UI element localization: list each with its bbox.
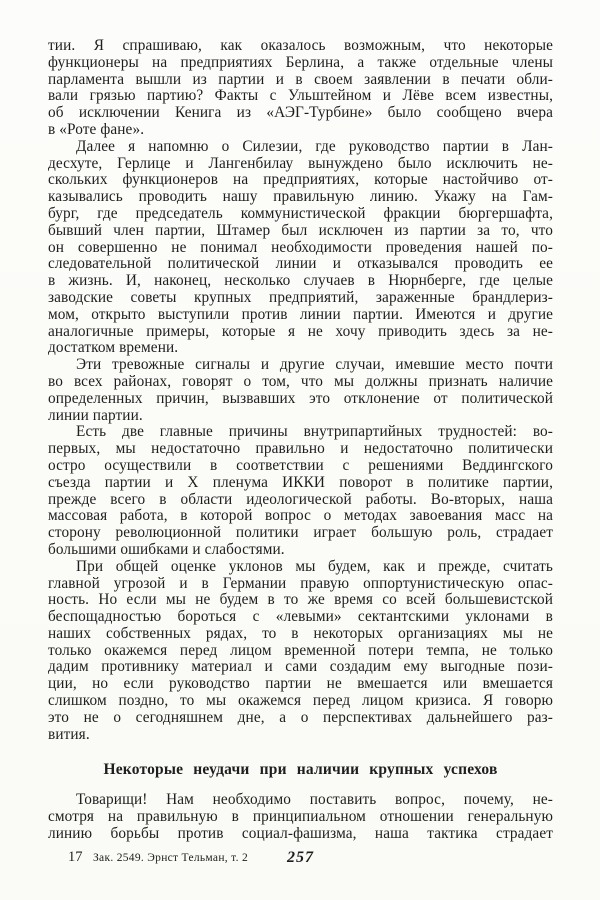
page-number: 257: [287, 849, 314, 866]
paragraph: [48, 559, 553, 744]
text-line: вали грязью партию? Факты с Ульштейном и Лёве всем известны,: [48, 87, 553, 105]
text-line: первых, мы недостаточно правильно и недостаточно политически: [48, 440, 553, 458]
section-heading: Некоторые неудачи при наличии крупных успехов: [103, 761, 498, 779]
text-line: следовательной политической линии и отказывался проводить ее: [48, 255, 553, 273]
text-line: в жизнь. И, наконец, несколько случаев в Нюрнберге, где целые: [48, 272, 553, 290]
text-line: Эти тревожные сигналы и другие случаи, имевшие место почти: [76, 356, 553, 374]
text-line: ции, но если руководство партии не вмешается или вмешается: [48, 675, 553, 693]
text-line: вития.: [48, 725, 90, 743]
text-column: [48, 38, 553, 843]
text-line: тии. Я спрашиваю, как оказалось возможным, что некоторые: [48, 37, 553, 54]
text-line: функционеры на предприятиях Берлина, а также отдельные члены: [48, 53, 553, 71]
text-line: во всех районах, говорят о том, что мы должны признать наличие: [48, 372, 553, 390]
imprint-note: Зак. 2549. Эрнст Тельман, т. 2: [93, 851, 248, 864]
paragraph: [48, 139, 553, 357]
text-line: сторону революционной политики играет большую роль, страдает: [48, 524, 553, 542]
text-line: линии партии.: [48, 406, 143, 424]
paragraph: [48, 357, 553, 424]
text-line: ность. Но если мы не будем в то же время со всей большевистской: [48, 591, 553, 609]
text-line: скольких функционеров на предприятиях, которые настойчиво от-: [48, 171, 553, 189]
paragraph: [48, 792, 553, 842]
text-line: При общей оценке уклонов мы будем, как и прежде, считать: [76, 557, 553, 575]
text-line: определенных причин, вызвавших это отклонение от политической: [48, 389, 553, 407]
text-line: остро осуществили в соответствии с решениями Веддингского: [48, 456, 553, 474]
text-line: мом, открыто выступили против линии партии. Имеются и другие: [48, 305, 553, 323]
text-line: он совершенно не понимал необходимости проведения нашей по-: [48, 238, 553, 256]
page-footer: [48, 849, 553, 871]
text-line: массовая работа, в которой вопрос о методах завоевания масс на: [48, 507, 553, 525]
text-line: дадим противнику материал и сами создадим ему выгодные пози-: [48, 658, 553, 676]
text-line: об исключении Кенига из «АЭГ-Турбине» было сообщено вчера: [48, 104, 553, 122]
text-line: главной угрозой и в Германии правую оппортунистическую опас-: [48, 574, 553, 592]
text-line: наших собственных рядах, то в некоторых организациях мы не: [48, 624, 553, 642]
text-line: десхуте, Герлице и Лангенбилау вынуждено было исключить не-: [48, 154, 553, 172]
text-line: бывший член партии, Штамер был исключен из партии за то, что: [48, 221, 553, 239]
text-line: беспощадностью бороться с «левыми» сектантскими уклонами в: [48, 608, 553, 626]
paragraph: [48, 424, 553, 558]
text-line: это не о сегодняшнем дне, а о перспективах дальнейшего раз-: [48, 708, 553, 726]
quire-signature: 17: [68, 849, 83, 865]
text-line: смотря на правильную в принципиальном отношении генеральную: [48, 808, 553, 826]
text-line: слишком поздно, то мы окажемся перед лицом кризиса. Я говорю: [48, 692, 553, 710]
paragraph: [48, 38, 553, 139]
text-line: линию борьбы против социал-фашизма, наша тактика страдает: [48, 825, 553, 843]
text-line: прежде всего в области идеологической работы. Во-вторых, наша: [48, 490, 553, 508]
text-line: съезда партии и X пленума ИККИ поворот в политике партии,: [48, 473, 553, 491]
text-line: аналогичные примеры, которые я не хочу приводить здесь за не-: [48, 322, 553, 340]
text-line: Есть две главные причины внутрипартийных трудностей: во-: [76, 423, 553, 441]
text-line: большими ошибками и слабостями.: [48, 540, 285, 558]
text-line: в «Роте фане».: [48, 120, 145, 138]
text-line: Далее я напомню о Силезии, где руководство партии в Лан-: [76, 137, 553, 155]
text-line: казывались проводить нашу правильную линию. Укажу на Гам-: [48, 188, 553, 206]
text-line: бург, где председатель коммунистической фракции бюргершафта,: [48, 204, 553, 222]
text-line: только окажемся перед лицом временной потери темпа, не только: [48, 641, 553, 659]
text-line: заводские советы крупных предприятий, зараженные брандлериз-: [48, 288, 553, 306]
text-line: парламента вышли из партии и в своем заявлении в печати обли-: [48, 70, 553, 88]
text-line: достатком времени.: [48, 339, 179, 357]
text-line: Товарищи! Нам необходимо поставить вопрос, почему, не-: [76, 791, 553, 809]
